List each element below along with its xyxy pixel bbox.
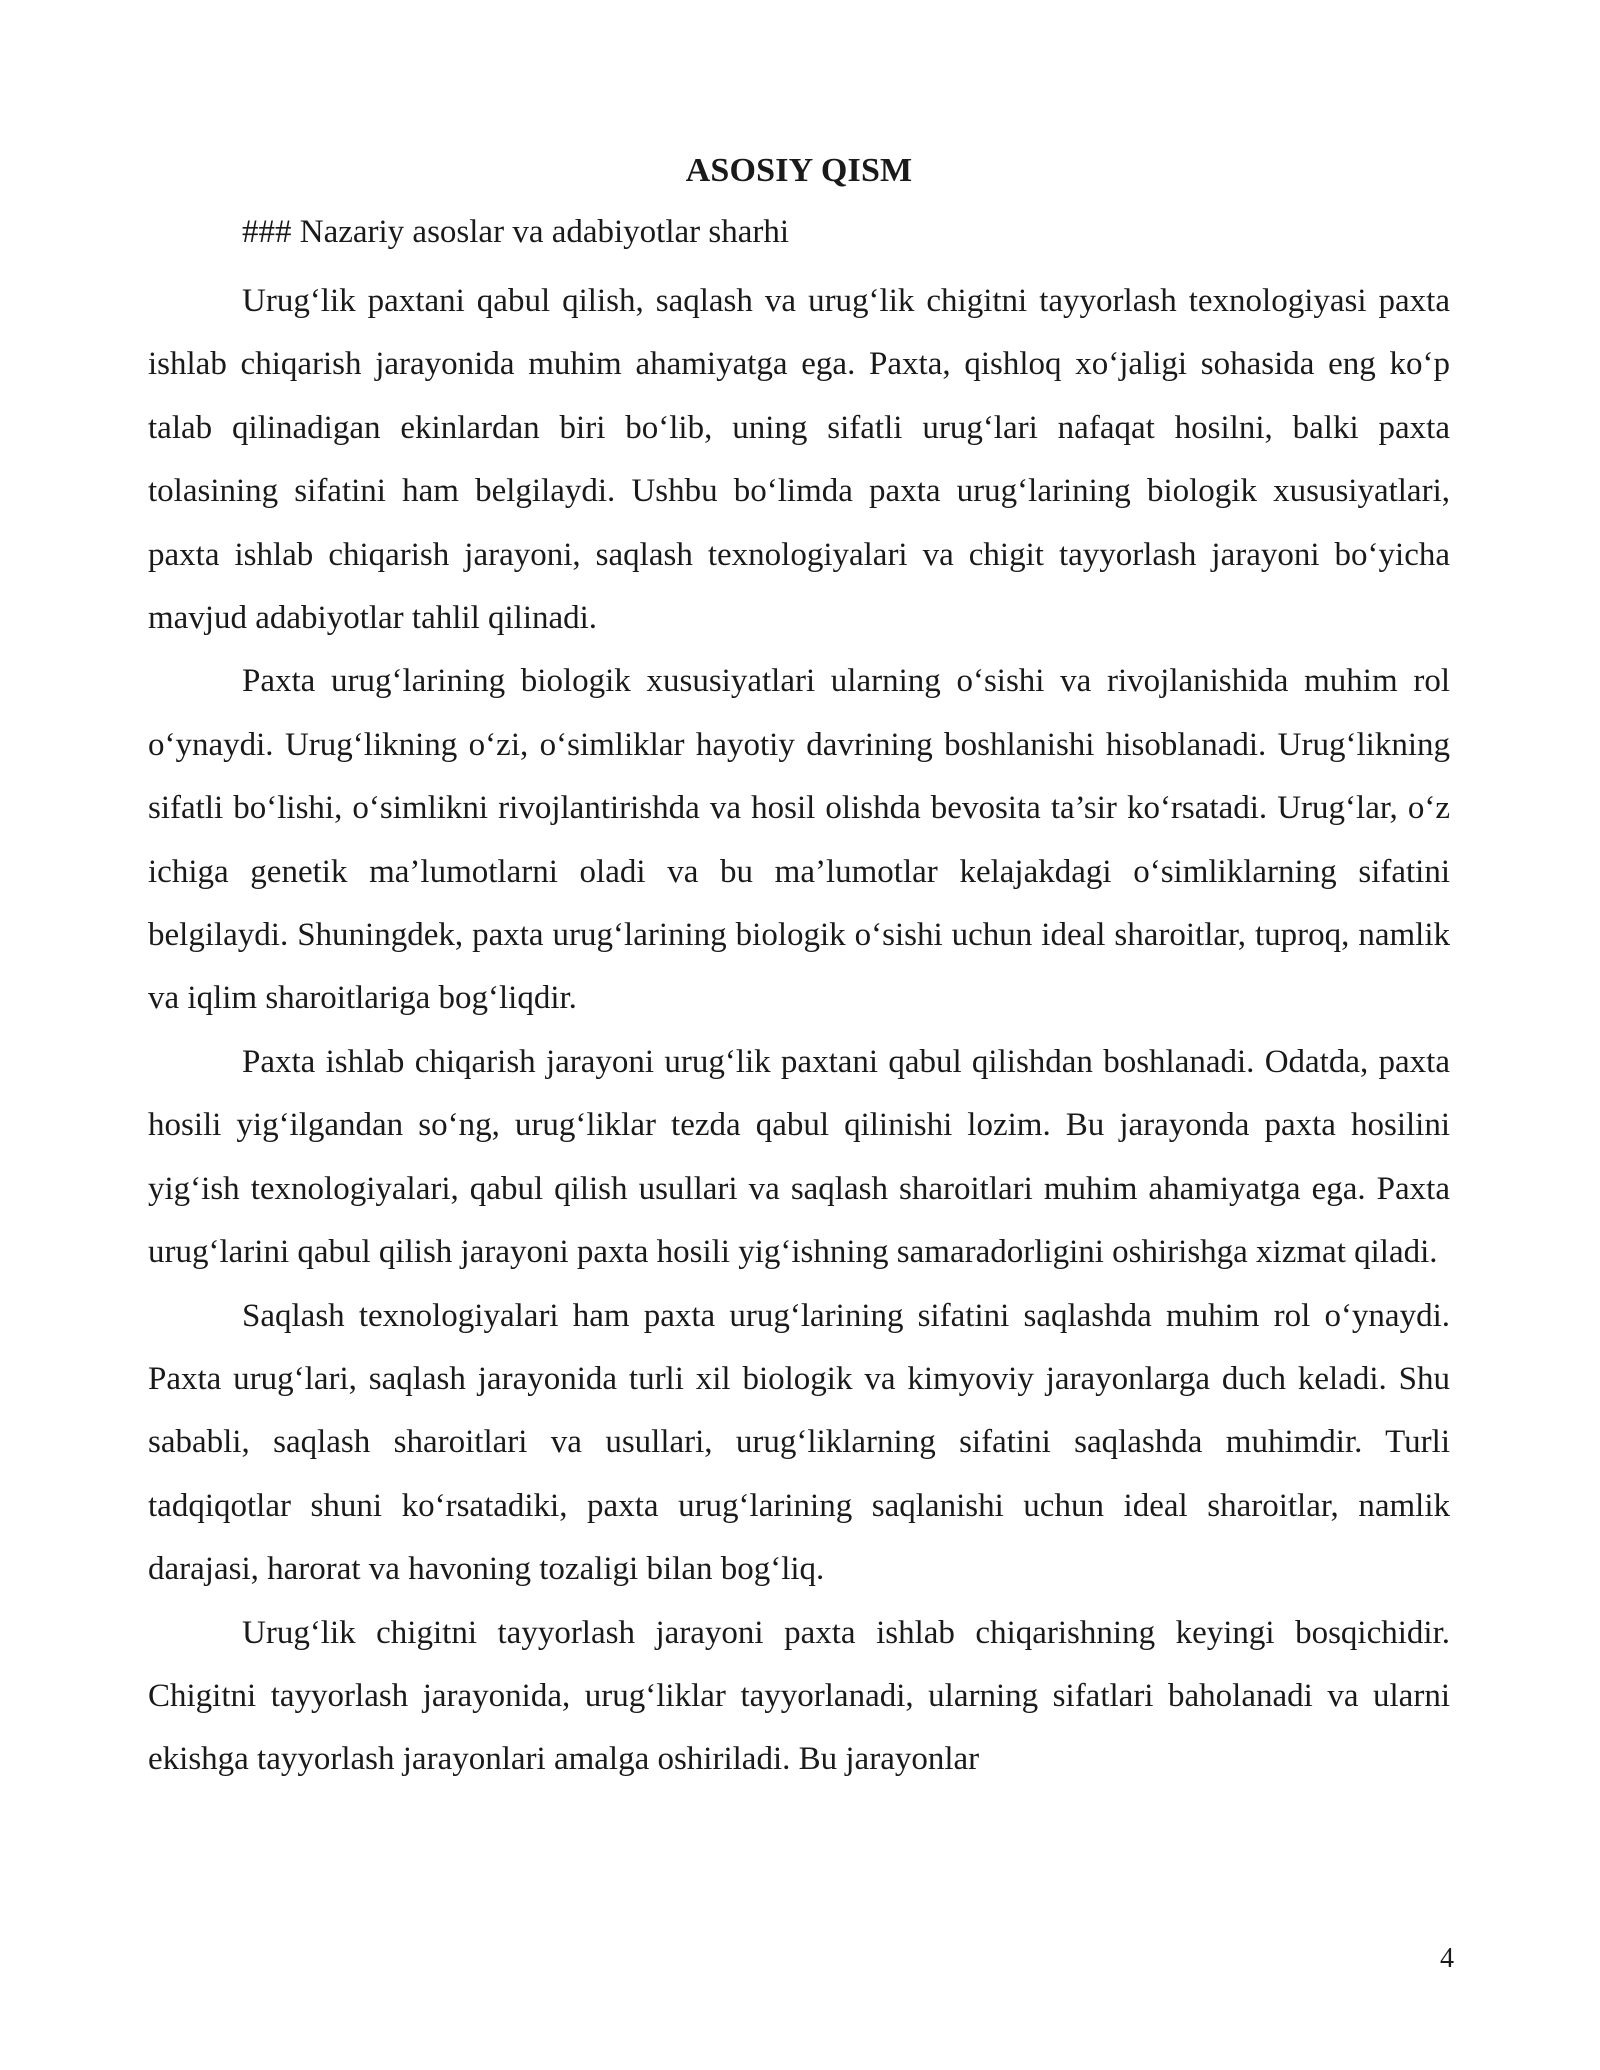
body-paragraph: Paxta ishlab chiqarish jarayoni urug‘lik paxtani qabul qilishdan boshlanadi. Odatda, paxta hosili yig‘ilgandan so‘ng, urug‘liklar tezda qabul qilinishi lozim. Bu jarayonda paxta hosilini yig‘ish texnologiyalari, qabul qilish usullari va saqlash sharoitlari muhim ahamiyatga ega. Paxta urug‘larini qabul qilish jarayoni paxta hosili yig‘ishning samaradorligini oshirishga xizmat qiladi. <box>148 1043 1450 1271</box>
body-paragraph: Urug‘lik paxtani qabul qilish, saqlash va urug‘lik chigitni tayyorlash texnologiyasi paxta ishlab chiqarish jarayonida muhim ahamiyatga ega. Paxta, qishloq xo‘jaligi sohasida eng ko‘p talab qilinadigan ekinlardan biri bo‘lib, uning sifatli urug‘lari nafaqat hosilni, balki paxta tolasining sifatini ham belgilaydi. Ushbu bo‘limda paxta urug‘larining biologik xususiyatlari, paxta ishlab chiqarish jarayoni, saqlash texnologiyalari va chigit tayyorlash jarayoni bo‘yicha mavjud adabiyotlar tahlil qilinadi. <box>148 283 1450 637</box>
body-paragraph: Saqlash texnologiyalari ham paxta urug‘larining sifatini saqlashda muhim rol o‘ynaydi. Paxta urug‘lari, saqlash jarayonida turli xil biologik va kimyoviy jarayonlarga duch keladi. Shu sababli, saqlash sharoitlari va usullari, urug‘liklarning sifatini saqlashda muhimdir. Turli tadqiqotlar shuni ko‘rsatadiki, paxta urug‘larining saqlanishi uchun ideal sharoitlar, namlik darajasi, harorat va havoning tozaligi bilan bog‘liq. <box>148 1297 1450 1588</box>
body-paragraph: Urug‘lik chigitni tayyorlash jarayoni paxta ishlab chiqarishning keyingi bosqichidir. Chigitni tayyorlash jarayonida, urug‘liklar tayyorlanadi, ularning sifatlari baholanadi va ularni ekishga tayyorlash jarayonlari amalga oshiriladi. Bu jarayonlar <box>148 1614 1450 1778</box>
section-title: ASOSIY QISM <box>685 152 913 189</box>
subsection-heading: ### Nazariy asoslar va adabiyotlar sharhi <box>242 214 790 250</box>
document-page <box>148 148 1450 1792</box>
body-paragraph: Paxta urug‘larining biologik xususiyatlari ularning o‘sishi va rivojlanishida muhim rol o‘ynaydi. Urug‘likning o‘zi, o‘simliklar hayotiy davrining boshlanishi hisoblanadi. Urug‘likning sifatli bo‘lishi, o‘simlikni rivojlantirishda va hosil olishda bevosita ta’sir ko‘rsatadi. Urug‘lar, o‘z ichiga genetik ma’lumotlarni oladi va bu ma’lumotlar kelajakdagi o‘simliklarning sifatini belgilaydi. Shuningdek, paxta urug‘larining biologik o‘sishi uchun ideal sharoitlar, tuproq, namlik va iqlim sharoitlariga bog‘liqdir. <box>148 663 1450 1017</box>
page-number: 4 <box>1440 1943 1454 1974</box>
